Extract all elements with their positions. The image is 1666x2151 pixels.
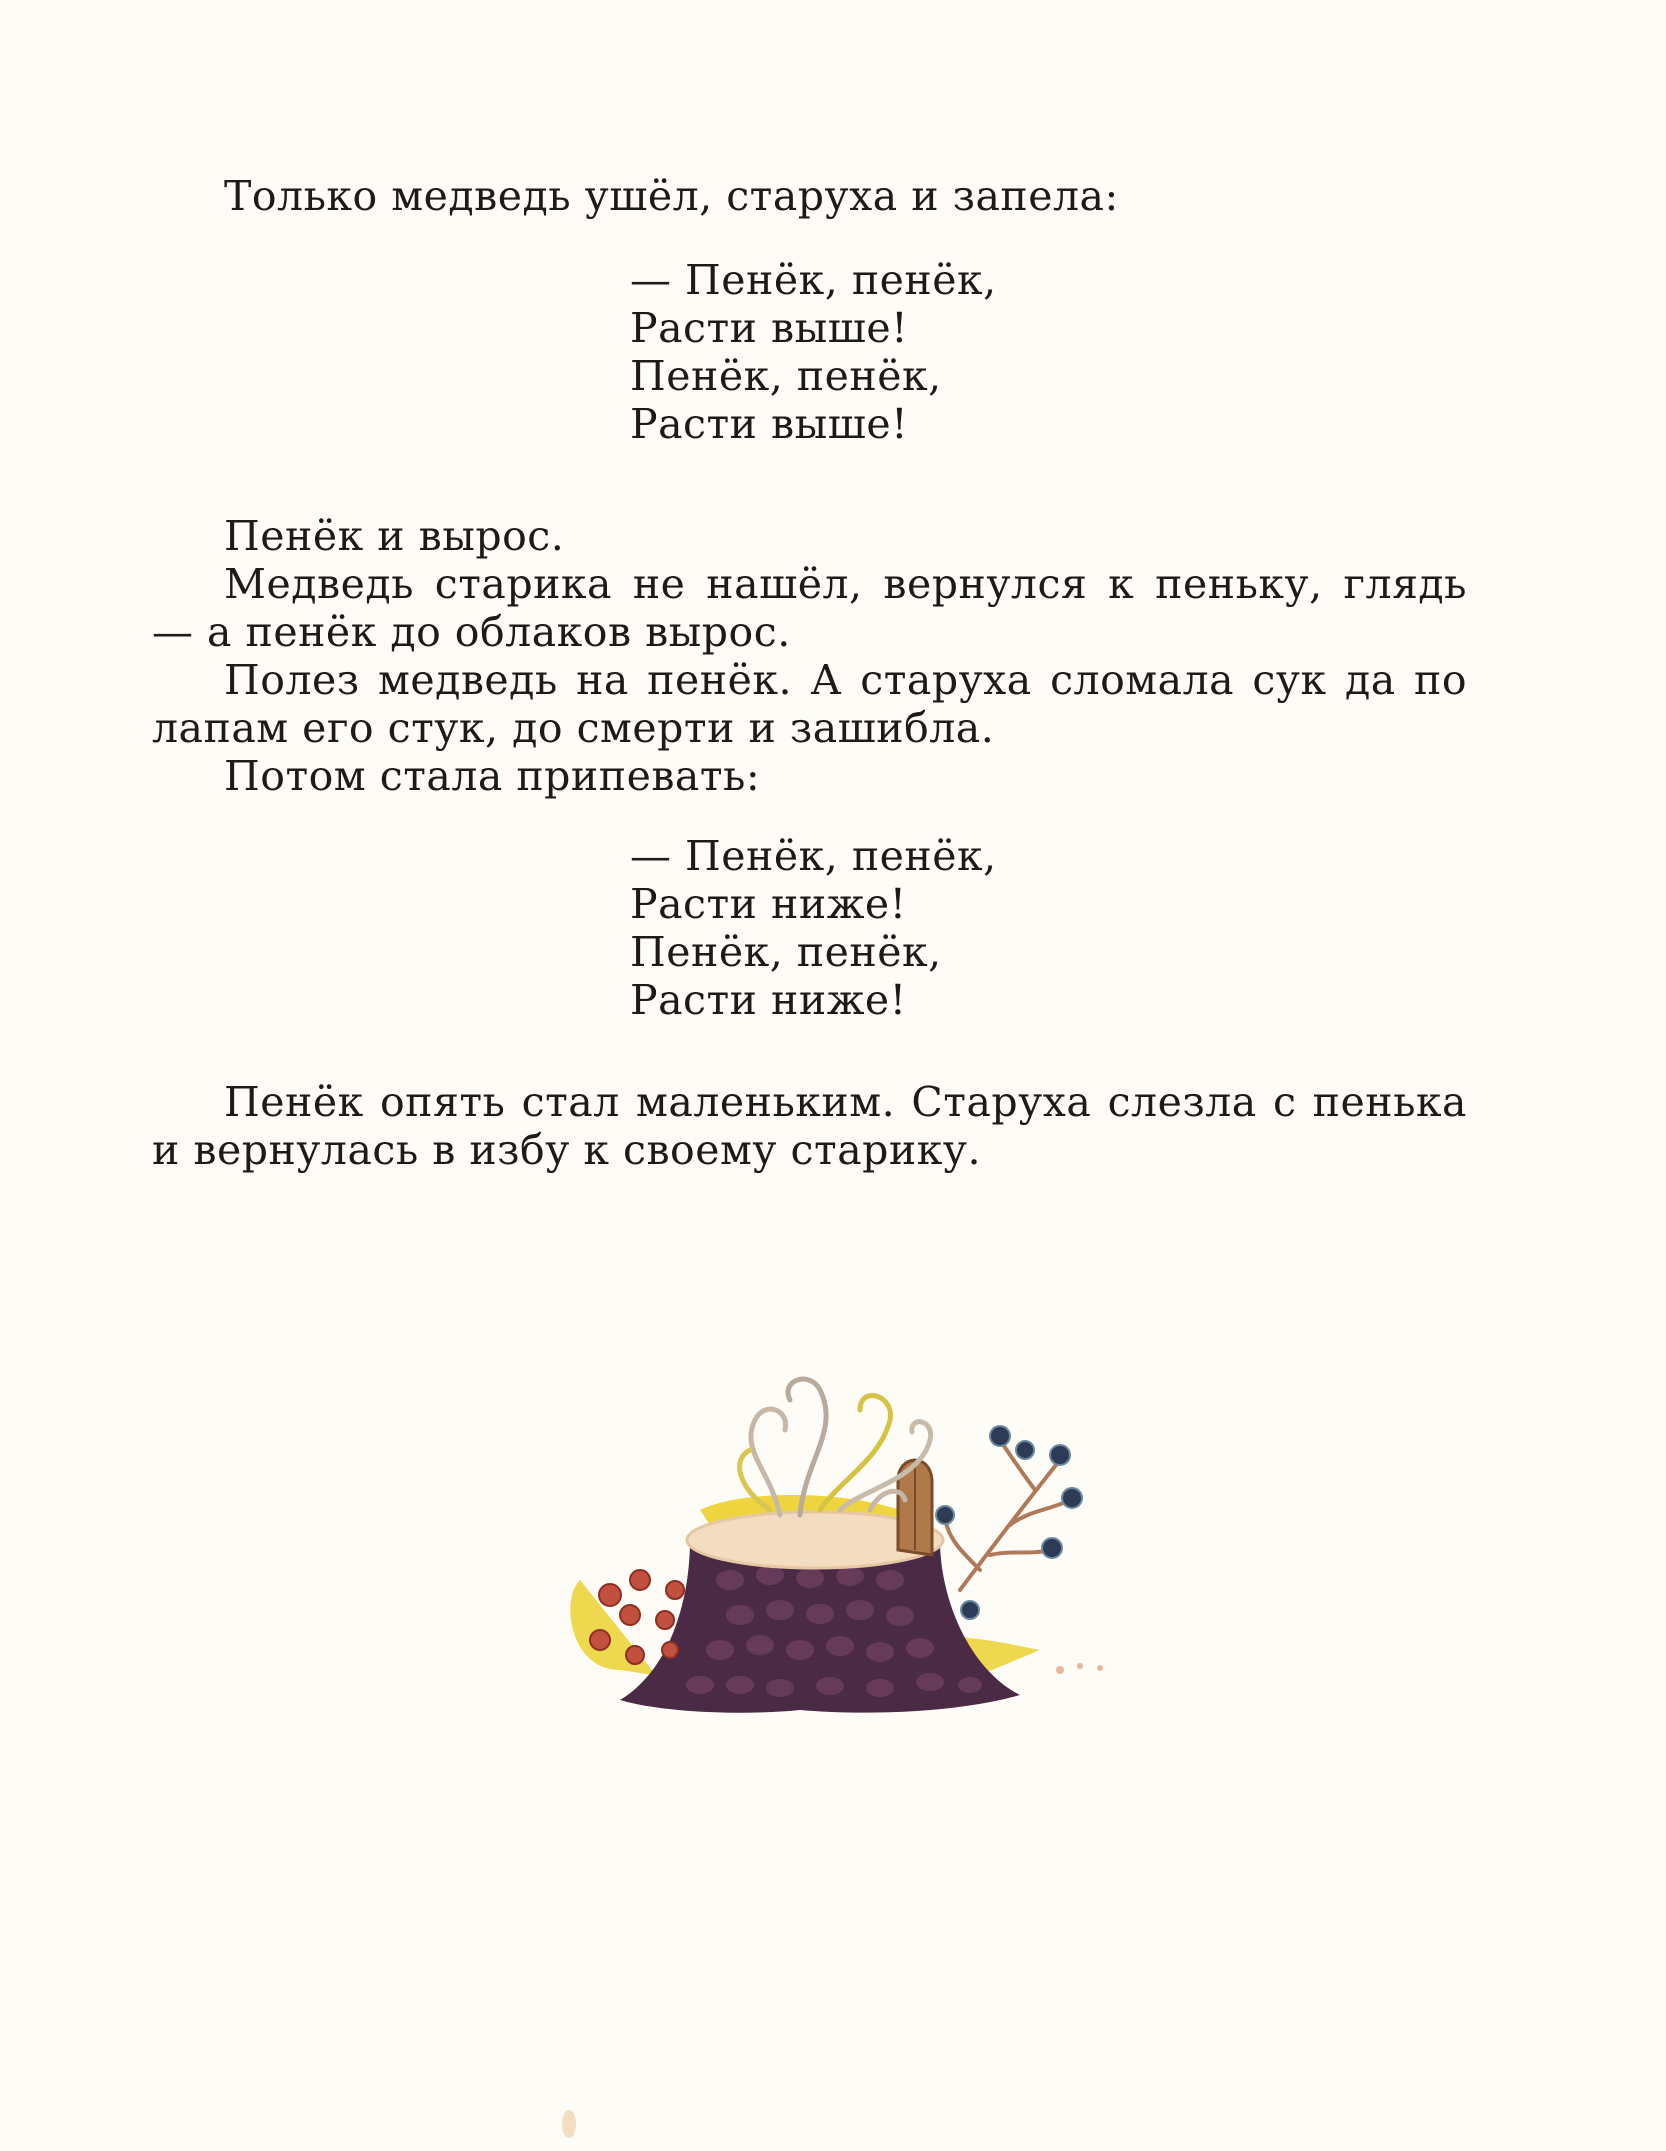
verse-line: Расти выше! [630, 304, 909, 352]
paper-speck [562, 2110, 576, 2138]
paragraph-block-2 [152, 512, 1467, 800]
verse-line: Расти выше! [630, 400, 909, 448]
paragraph: Пенёк опять стал маленьким. Старуха слезла с пенька и вернулась в избу к своему старику. [152, 1078, 1467, 1174]
paragraph-block-3 [152, 1078, 1467, 1174]
verse-line: — Пенёк, пенёк, [630, 832, 997, 880]
paragraph: Потом стала припевать: [224, 752, 761, 800]
verse-line: — Пенёк, пенёк, [630, 256, 997, 304]
paragraph: Только медведь ушёл, старуха и запела: [224, 172, 1119, 220]
verse-line: Расти ниже! [630, 976, 907, 1024]
paragraph: Полез медведь на пенёк. А старуха сломала сук да по лапам его стук, до смерти и зашибла. [152, 656, 1467, 752]
verse-line: Расти ниже! [630, 880, 907, 928]
paragraph-block-1 [152, 172, 1467, 220]
verse-line: Пенёк, пенёк, [630, 928, 942, 976]
tree-stump-illustration [540, 1340, 1140, 1760]
verse-block-1 [630, 256, 997, 448]
paragraph: Медведь старика не нашёл, вернулся к пеньку, глядь — а пенёк до облаков вырос. [152, 560, 1467, 656]
verse-block-2 [630, 832, 997, 1024]
paragraph: Пенёк и вырос. [224, 512, 565, 560]
verse-line: Пенёк, пенёк, [630, 352, 942, 400]
